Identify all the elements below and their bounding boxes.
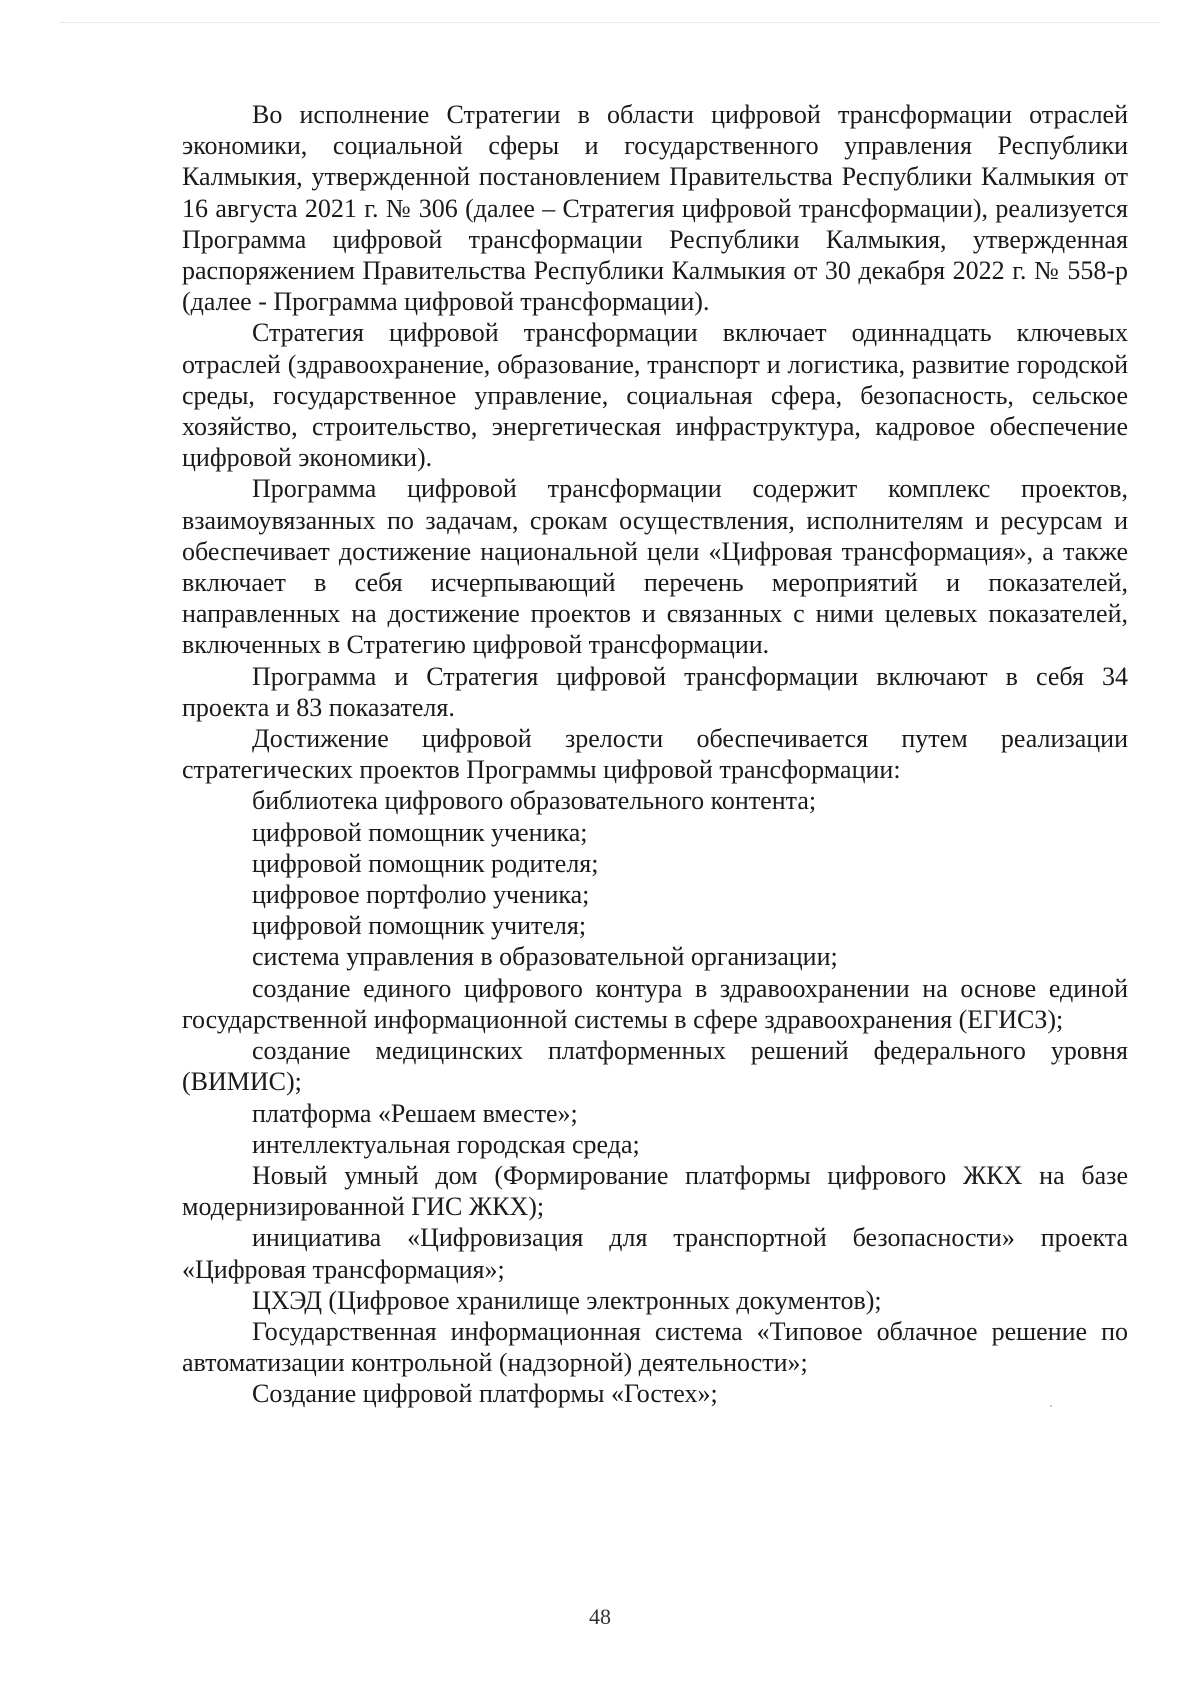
list-item: ЦХЭД (Цифровое хранилище электронных документов); bbox=[252, 1285, 882, 1315]
scan-edge-artifact bbox=[60, 22, 1160, 23]
list-item: библиотека цифрового образовательного контента; bbox=[252, 786, 817, 816]
paragraph-strategy-intro: Во исполнение Стратегии в области цифровой трансформации отраслей экономики, социальной сферы и государственного управления Республики Калмыкия, утвержденной постановлением Правительства Республики Калмыкия от 16 августа 2021 г. № 306 (далее – Стратегия цифровой трансформации), реализуется Программа цифровой трансформации Республики Калмыкия, утвержденная распоряжением Правительства Республики Калмыкия от 30 декабря 2022 г. № 558-р (далее - Программа цифровой трансформации). bbox=[182, 100, 1128, 317]
list-item: система управления в образовательной организации; bbox=[252, 942, 838, 972]
page-number: 48 bbox=[589, 1604, 611, 1629]
document-body bbox=[182, 99, 1128, 1410]
list-item: создание медицинских платформенных решений федерального уровня (ВИМИС); bbox=[182, 1036, 1128, 1097]
list-item: платформа «Решаем вместе»; bbox=[252, 1098, 578, 1128]
list-item: инициатива «Цифровизация для транспортной безопасности» проекта «Цифровая трансформация»; bbox=[182, 1223, 1128, 1284]
list-item: цифровой помощник учителя; bbox=[252, 911, 587, 941]
list-item: цифровое портфолио ученика; bbox=[252, 880, 590, 910]
list-item: цифровой помощник ученика; bbox=[252, 817, 588, 847]
list-item: Новый умный дом (Формирование платформы цифрового ЖКХ на базе модернизированной ГИС ЖКХ); bbox=[182, 1160, 1128, 1222]
paragraph-projects-count: Программа и Стратегия цифровой трансформации включают в себя 34 проекта и 83 показателя. bbox=[182, 661, 1128, 722]
list-item: Государственная информационная система «Типовое облачное решение по автоматизации контрольной (надзорной) деятельности»; bbox=[182, 1316, 1128, 1378]
paragraph-key-sectors: Стратегия цифровой трансформации включает одиннадцать ключевых отраслей (здравоохранение, образование, транспорт и логистика, развитие городской среды, государственное управление, социальная сфера, безопасность, сельское хозяйство, строительство, энергетическая инфраструктура, кадровое обеспечение цифровой экономики). bbox=[182, 318, 1128, 473]
list-item: интеллектуальная городская среда; bbox=[252, 1129, 640, 1159]
paragraph-digital-maturity: Достижение цифровой зрелости обеспечивается путем реализации стратегических проектов Программы цифровой трансформации: bbox=[182, 724, 1128, 785]
paragraph-program-content: Программа цифровой трансформации содержит комплекс проектов, взаимоувязанных по задачам, срокам осуществления, исполнителям и ресурсам и обеспечивает достижение национальной цели «Цифровая трансформация», а также включает в себя исчерпывающий перечень мероприятий и показателей, направленных на достижение проектов и связанных с ними целевых показателей, включенных в Стратегию цифровой трансформации. bbox=[182, 474, 1128, 660]
list-item: Создание цифровой платформы «Гостех»; bbox=[252, 1379, 718, 1409]
list-item: создание единого цифрового контура в здравоохранении на основе единой государственной информационной системы в сфере здравоохранения (ЕГИСЗ); bbox=[182, 973, 1128, 1034]
list-item: цифровой помощник родителя; bbox=[252, 848, 599, 878]
